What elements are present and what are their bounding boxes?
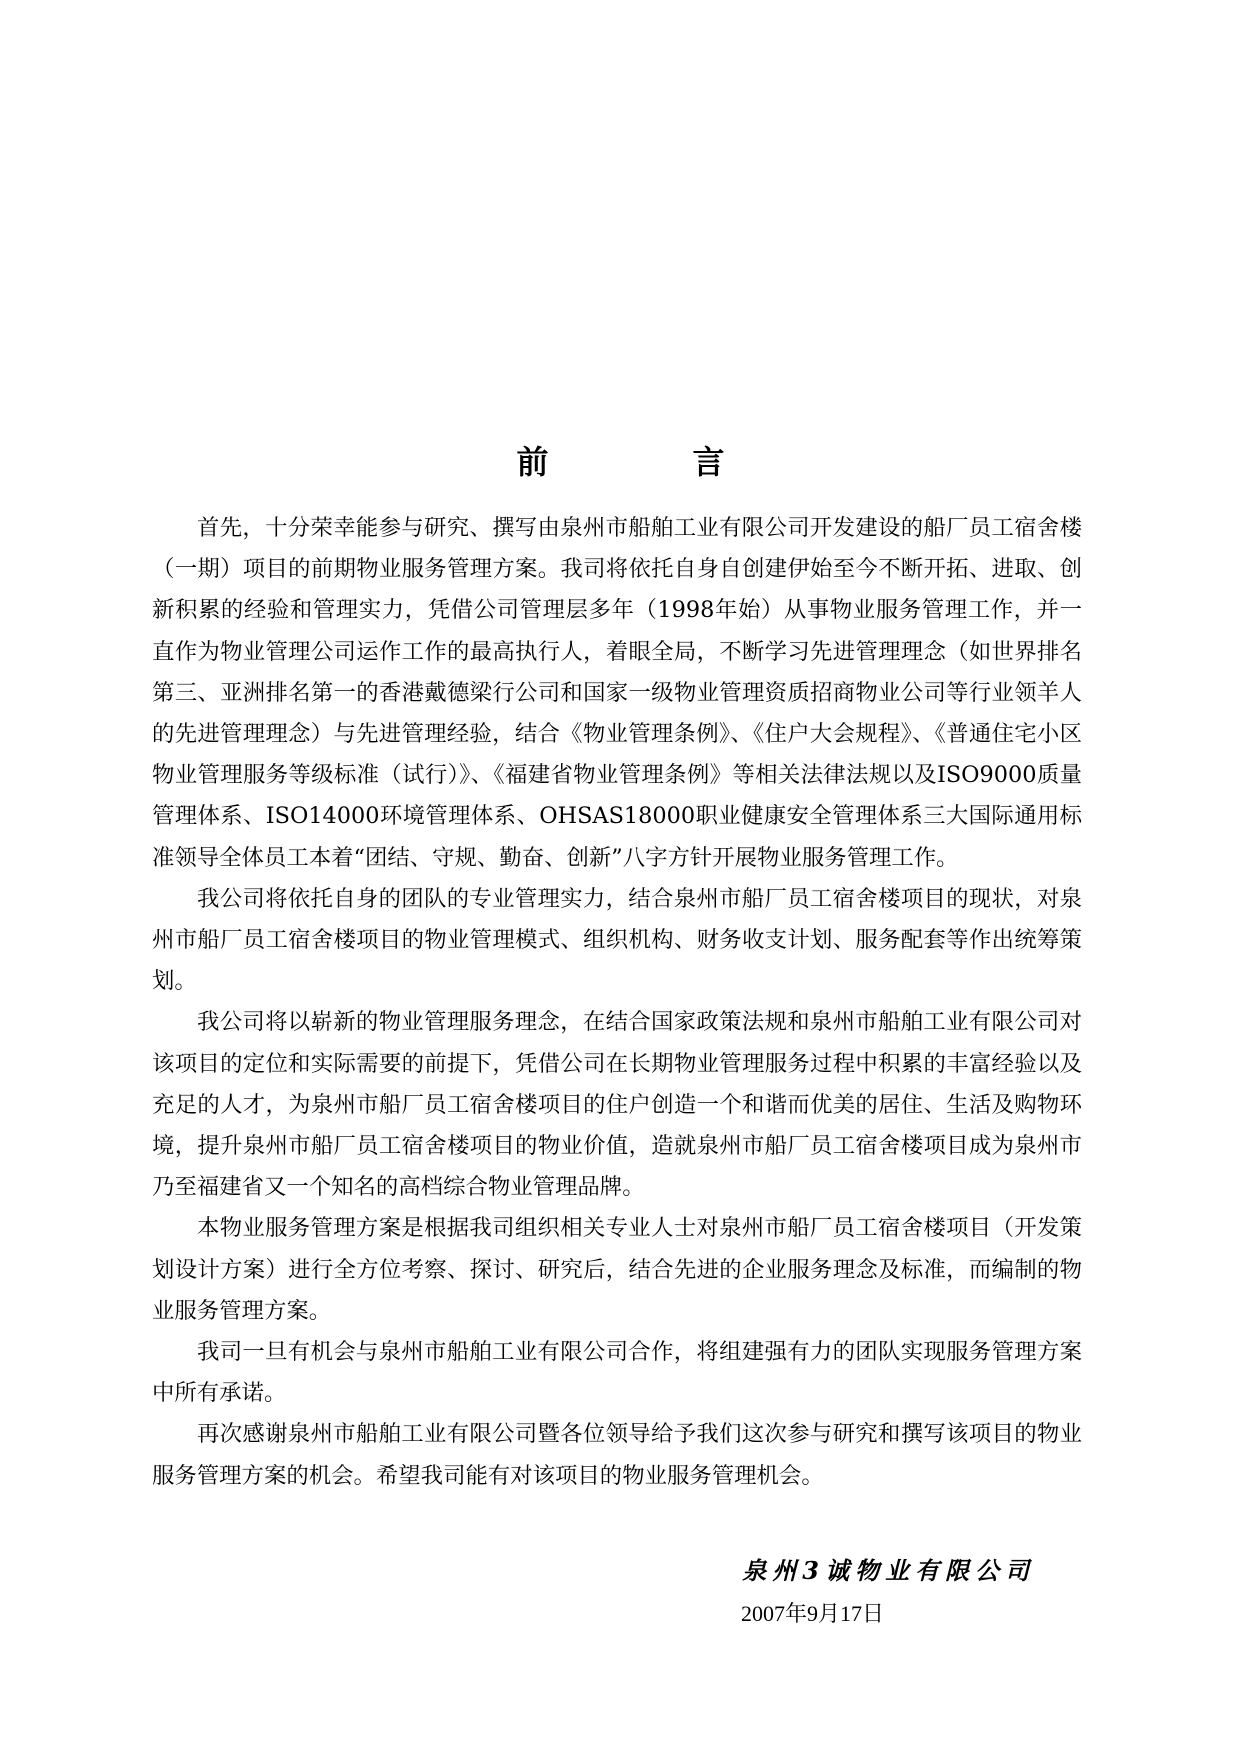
paragraph: 我公司将依托自身的团队的专业管理实力，结合泉州市船厂员工宿舍楼项目的现状，对泉州市船厂员工宿舍楼项目的物业管理模式、组织机构、财务收支计划、服务配套等作出统筹策划。 [152, 885, 1082, 995]
paragraph: 本物业服务管理方案是根据我司组织相关专业人士对泉州市船厂员工宿舍楼项目（开发策划设计方案）进行全方位考察、探讨、研究后，结合先进的企业服务理念及标准，而编制的物业服务管理方案。 [152, 1215, 1082, 1324]
paragraph: 我司一旦有机会与泉州市船舶工业有限公司合作，将组建强有力的团队实现服务管理方案中所有承诺。 [152, 1339, 1082, 1407]
paragraph: 我公司将以崭新的物业管理服务理念，在结合国家政策法规和泉州市船舶工业有限公司对该项目的定位和实际需要的前提下，凭借公司在长期物业管理服务过程中积累的丰富经验以及充足的人才，为泉州市船厂员工宿舍楼项目的住户创造一个和谐而优美的居住、生活及购物环境，提升泉州市船厂员工宿舍楼项目的物业价值，造就泉州市船厂员工宿舍楼项目成为泉州市乃至福建省又一个知名的高档综合物业管理品牌。 [152, 1009, 1082, 1201]
document-date: 2007年9月17日 [741, 1601, 885, 1626]
paragraph: 首先，十分荣幸能参与研究、撰写由泉州市船舶工业有限公司开发建设的船厂员工宿舍楼（一期）项目的前期物业服务管理方案。我司将依托自身自创建伊始至今不断开拓、进取、创新积累的经验和管理实力，凭借公司管理层多年（1998年始）从事物业服务管理工作，并一直作为物业管理公司运作工作的最高执行人，着眼全局，不断学习先进管理理念（如世界排名第三、亚洲排名第一的香港戴德梁行公司和国家一级物业管理资质招商物业公司等行业领羊人的先进管理理念）与先进管理经验，结合《物业管理条例》、《住户大会规程》、《普通住宅小区物业管理服务等级标准（试行）》、《福建省物业管理条例》等相关法律法规以及ISO9000质量管理体系、ISO14000环境管理体系、OHSAS18000职业健康安全管理体系三大国际通用标准领导全体员工本着“团结、守规、勤奋、创新”八字方针开展物业服务管理工作。 [152, 515, 1082, 871]
company-signature: 泉州3诚物业有限公司 [742, 1556, 1035, 1585]
page-title: 前 言 [516, 443, 781, 481]
paragraph: 再次感谢泉州市船舶工业有限公司暨各位领导给予我们这次参与研究和撰写该项目的物业服务管理方案的机会。希望我司能有对该项目的物业服务管理机会。 [152, 1421, 1082, 1489]
preface-body [152, 508, 1082, 1497]
